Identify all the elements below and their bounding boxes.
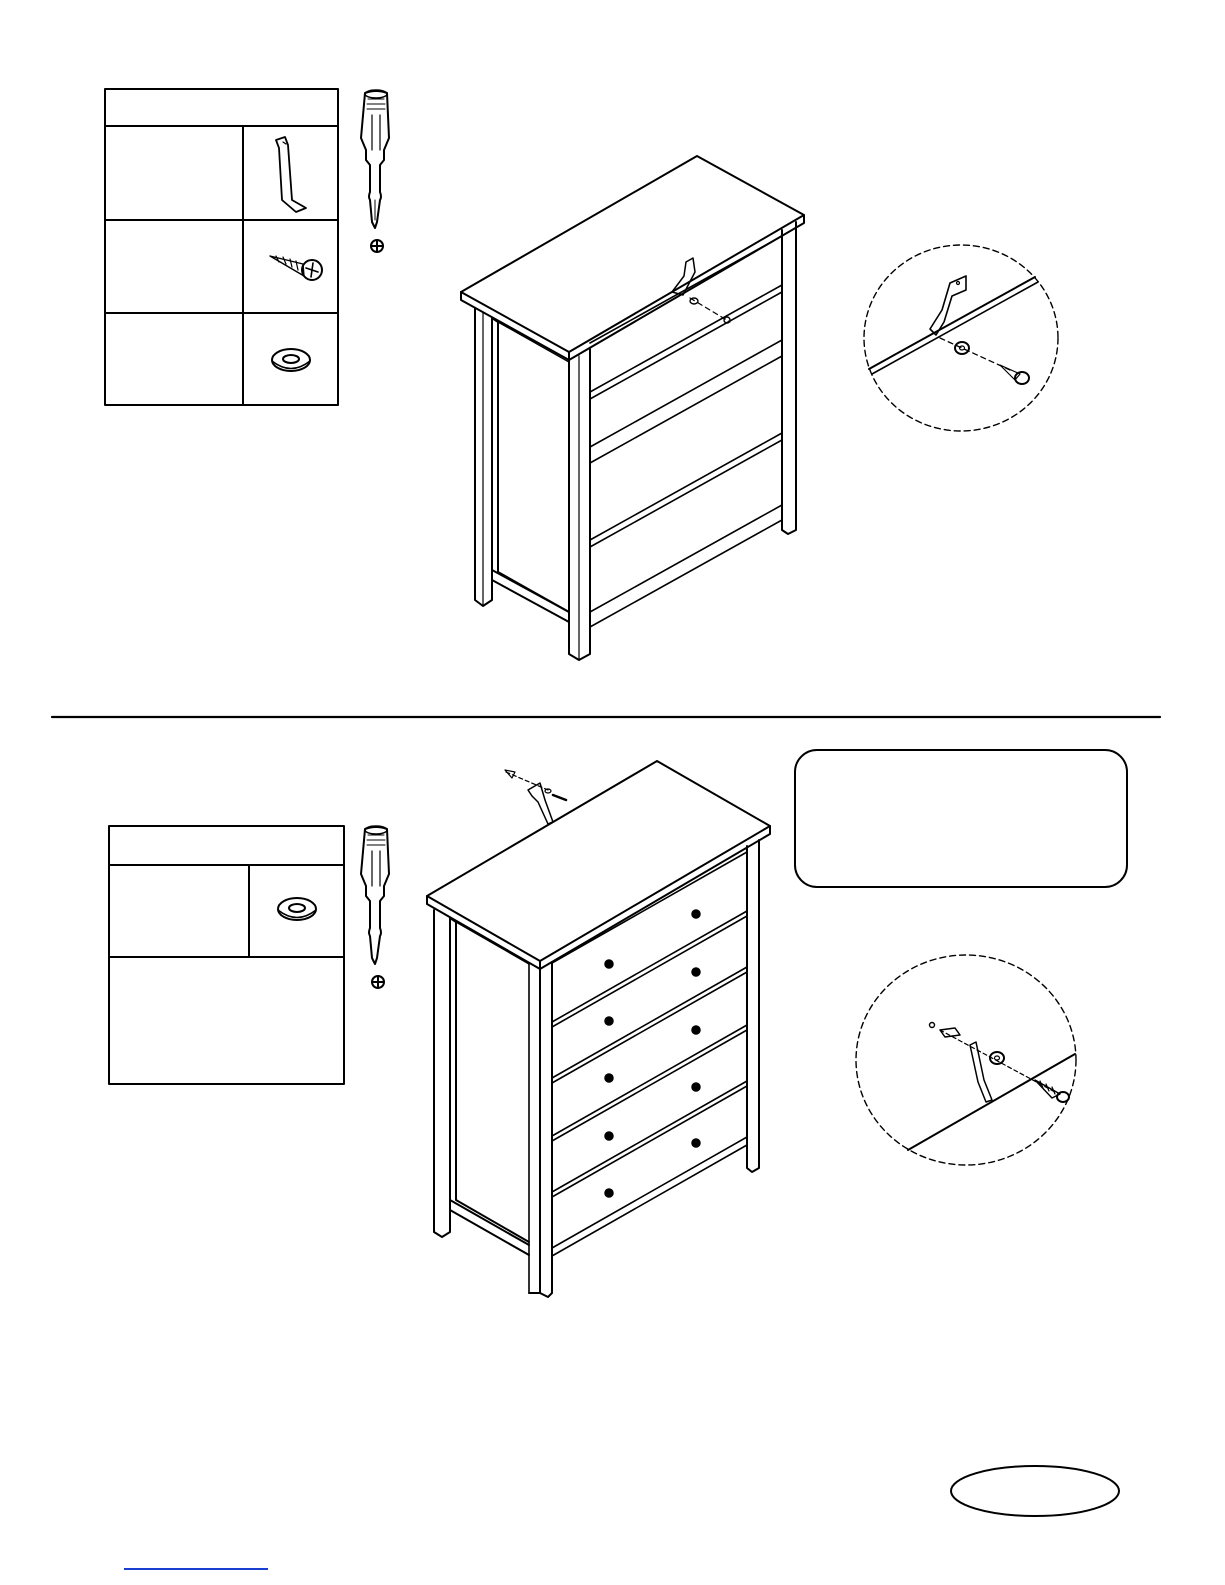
dresser-with-drawers-illustration (427, 761, 770, 1297)
strap-on-dresser (672, 258, 730, 323)
phillips-head-symbol (372, 976, 384, 988)
bottom-hardware-table (109, 826, 344, 1084)
phillips-screwdriver-icon (361, 826, 389, 964)
phillips-screwdriver-icon (361, 90, 389, 228)
footer-link-underline[interactable] (124, 1568, 268, 1570)
screw-icon (270, 256, 322, 280)
phillips-head-symbol (371, 240, 383, 252)
page-number-badge (951, 1466, 1119, 1516)
note-box (795, 750, 1127, 887)
wall-strap-above-dresser (505, 770, 566, 824)
washer-icon (278, 898, 316, 920)
top-hardware-table (105, 89, 338, 405)
drawer-fronts (552, 852, 747, 1256)
strap-attachment-detail (864, 245, 1058, 431)
washer-icon (272, 349, 310, 371)
wall-anchor-detail (856, 955, 1076, 1165)
dresser-frame-illustration (461, 156, 804, 660)
strap-bracket-icon (276, 137, 306, 212)
